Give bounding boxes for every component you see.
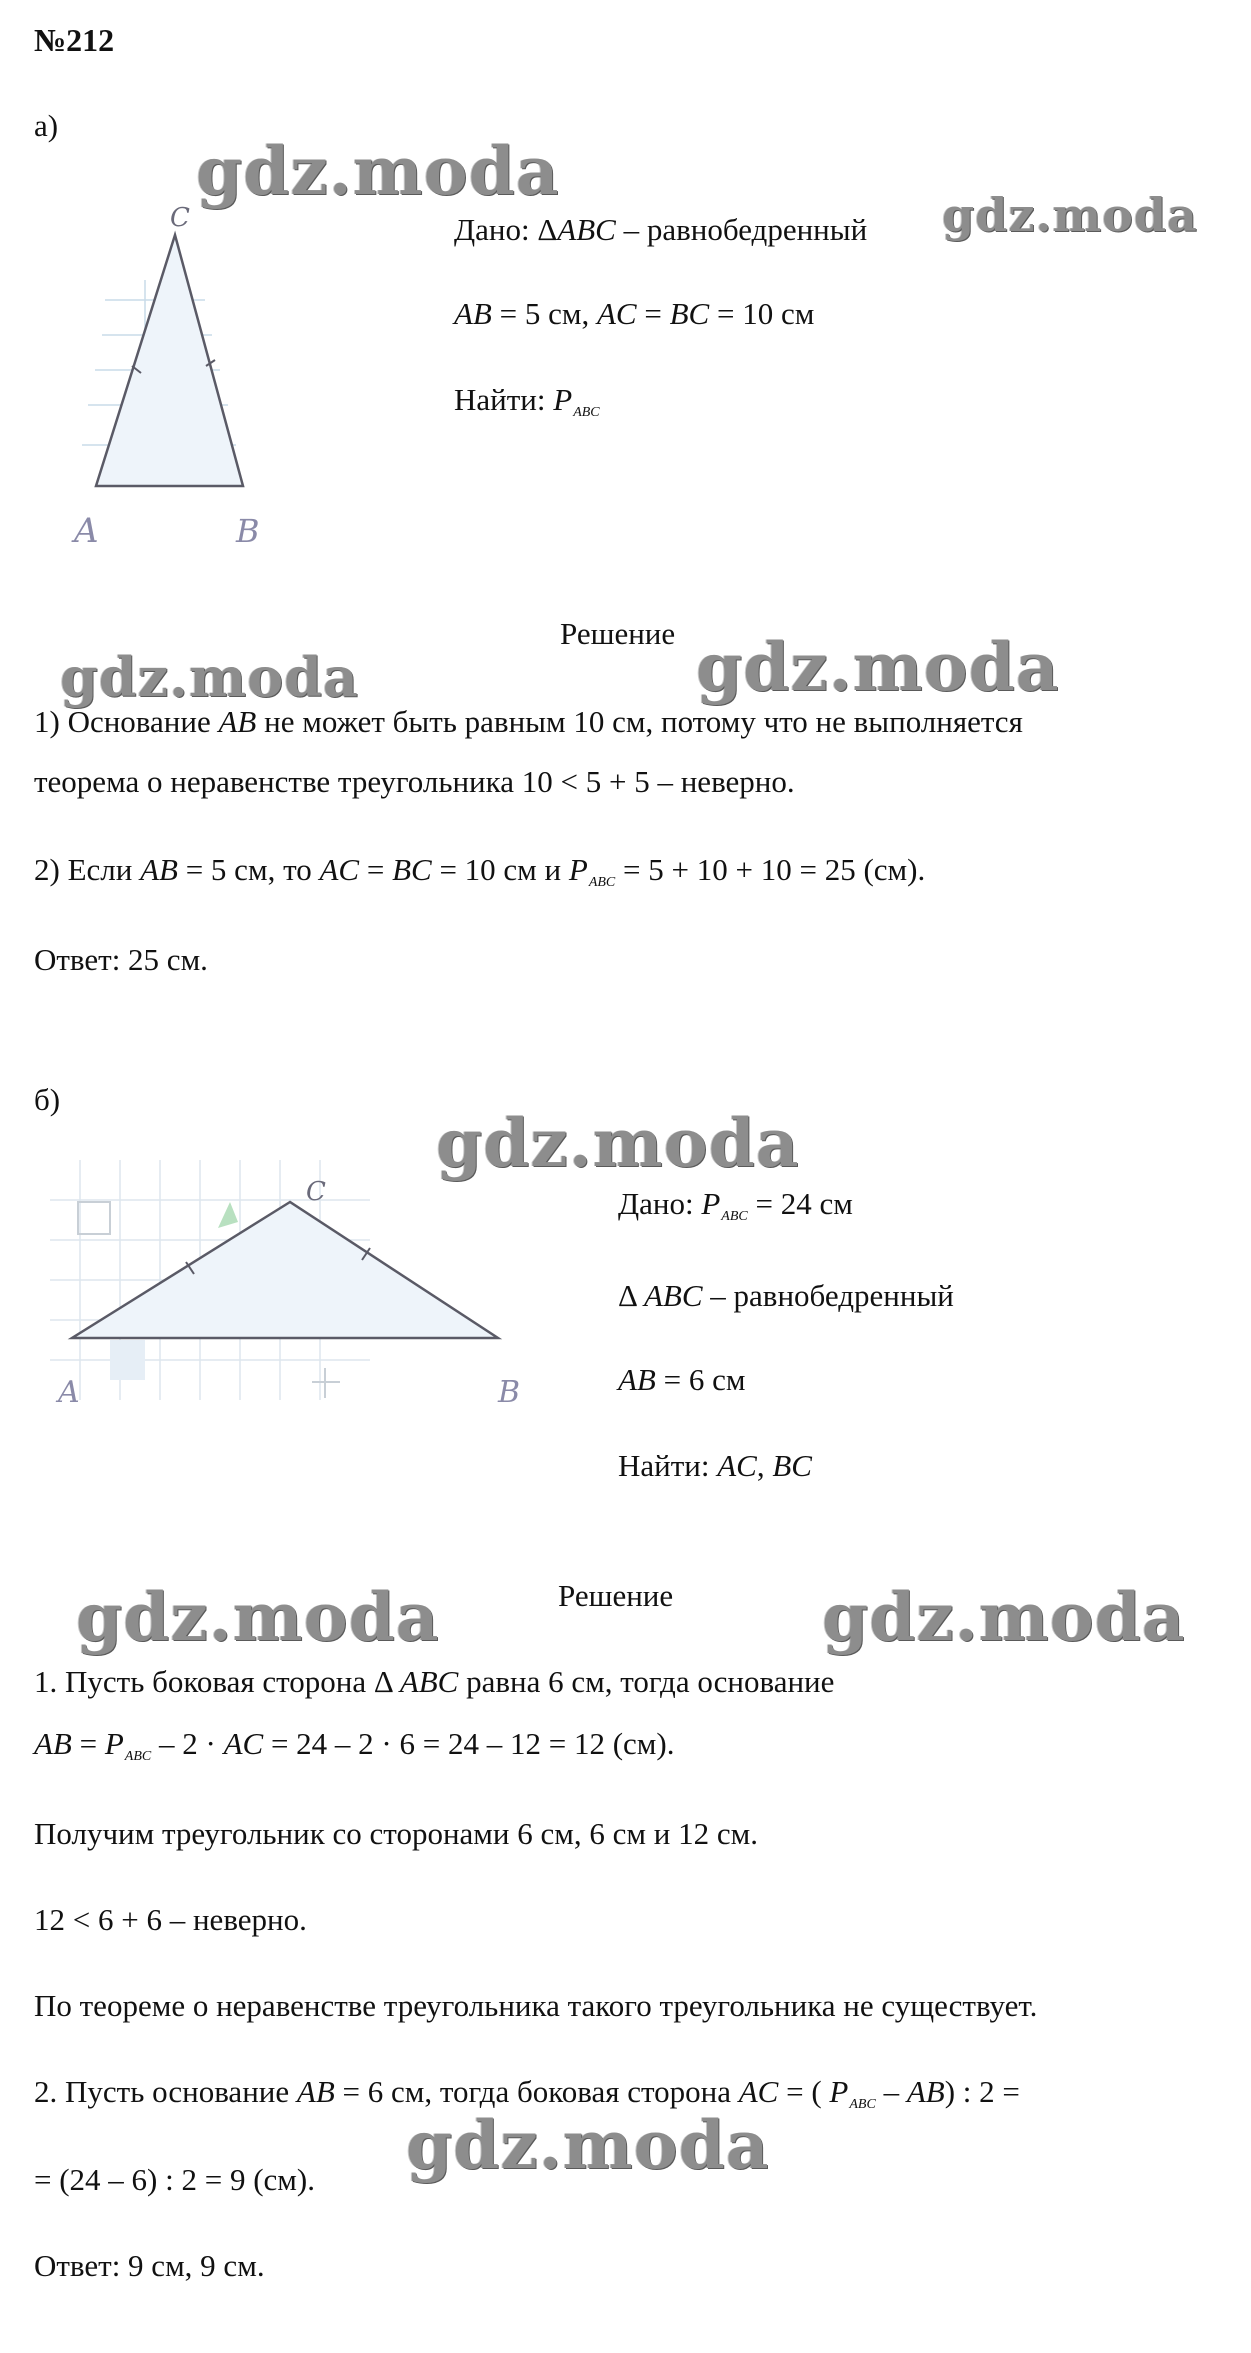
solution-title-b: Решение bbox=[558, 1578, 674, 1613]
solution-title-a: Решение bbox=[560, 616, 676, 651]
given-line-1-a: Дано: ΔABC – равнобедренный bbox=[454, 212, 868, 247]
step-1-line-1-a: 1) Основание AB не может быть равным 10 см, потому что не выполняется bbox=[34, 704, 1023, 739]
watermark: gdz.moda bbox=[942, 188, 1198, 242]
answer-b: Ответ: 9 см, 9 см. bbox=[34, 2248, 265, 2283]
watermark: gdz.moda bbox=[196, 132, 560, 210]
part-a-label: а) bbox=[34, 108, 59, 143]
green-mark bbox=[218, 1202, 238, 1228]
watermark: gdz.moda bbox=[822, 1578, 1186, 1656]
solution-b-line-2: AB = PABC – 2 · AC = 24 – 2 · 6 = 24 – 12 = 12 (см). bbox=[34, 1726, 675, 1764]
vertex-b-label: B bbox=[236, 512, 260, 550]
triangle-figure-a bbox=[40, 190, 300, 570]
vertex-c-label: C bbox=[170, 203, 190, 233]
vertex-a-label: A bbox=[58, 1375, 80, 1410]
solution-b-line-3: Получим треугольник со сторонами 6 см, 6 см и 12 см. bbox=[34, 1816, 758, 1851]
solution-b-line-4: 12 < 6 + 6 – неверно. bbox=[34, 1902, 307, 1937]
watermark: gdz.moda bbox=[60, 645, 359, 709]
given-line-1-b: Дано: PABC = 24 см bbox=[618, 1186, 853, 1224]
answer-a: Ответ: 25 см. bbox=[34, 942, 208, 977]
triangle-figure-b bbox=[40, 1150, 520, 1420]
solution-b-line-1: 1. Пусть боковая сторона Δ ABC равна 6 см, тогда основание bbox=[34, 1664, 835, 1699]
solution-b-line-7: = (24 – 6) : 2 = 9 (см). bbox=[34, 2162, 315, 2197]
grid-square-mark bbox=[78, 1202, 110, 1234]
solution-b-line-6: 2. Пусть основание AB = 6 см, тогда боковая сторона AC = ( PABC – AB) : 2 = bbox=[34, 2074, 1020, 2112]
problem-number: №212 bbox=[34, 22, 115, 58]
triangle-abc-a bbox=[96, 235, 243, 486]
vertex-c-label: C bbox=[306, 1177, 326, 1207]
step-1-line-2-a: теорема о неравенстве треугольника 10 < 5 + 5 – неверно. bbox=[34, 764, 795, 799]
given-line-2-b: Δ ABC – равнобедренный bbox=[618, 1278, 954, 1313]
vertex-b-label: B bbox=[498, 1375, 520, 1410]
given-line-2-a: AB = 5 см, AC = BC = 10 см bbox=[454, 296, 815, 331]
watermark: gdz.moda bbox=[696, 628, 1060, 706]
watermark: gdz.moda bbox=[406, 2106, 770, 2184]
solution-b-line-5: По теореме о неравенстве треугольника такого треугольника не существует. bbox=[34, 1988, 1038, 2023]
watermark: gdz.moda bbox=[76, 1578, 440, 1656]
given-line-3-b: AB = 6 см bbox=[618, 1362, 746, 1397]
part-b-label: б) bbox=[34, 1082, 61, 1117]
find-line-b: Найти: AC, BC bbox=[618, 1448, 812, 1483]
vertex-a-label: A bbox=[74, 511, 99, 551]
watermark: gdz.moda bbox=[436, 1104, 800, 1182]
triangle-abc-b bbox=[72, 1202, 498, 1338]
step-2-a: 2) Если AB = 5 см, то AC = BC = 10 см и PABC = 5 + 10 + 10 = 25 (см). bbox=[34, 852, 926, 890]
grid-fill-mark bbox=[110, 1340, 145, 1380]
find-line-a: Найти: PABC bbox=[454, 382, 600, 420]
